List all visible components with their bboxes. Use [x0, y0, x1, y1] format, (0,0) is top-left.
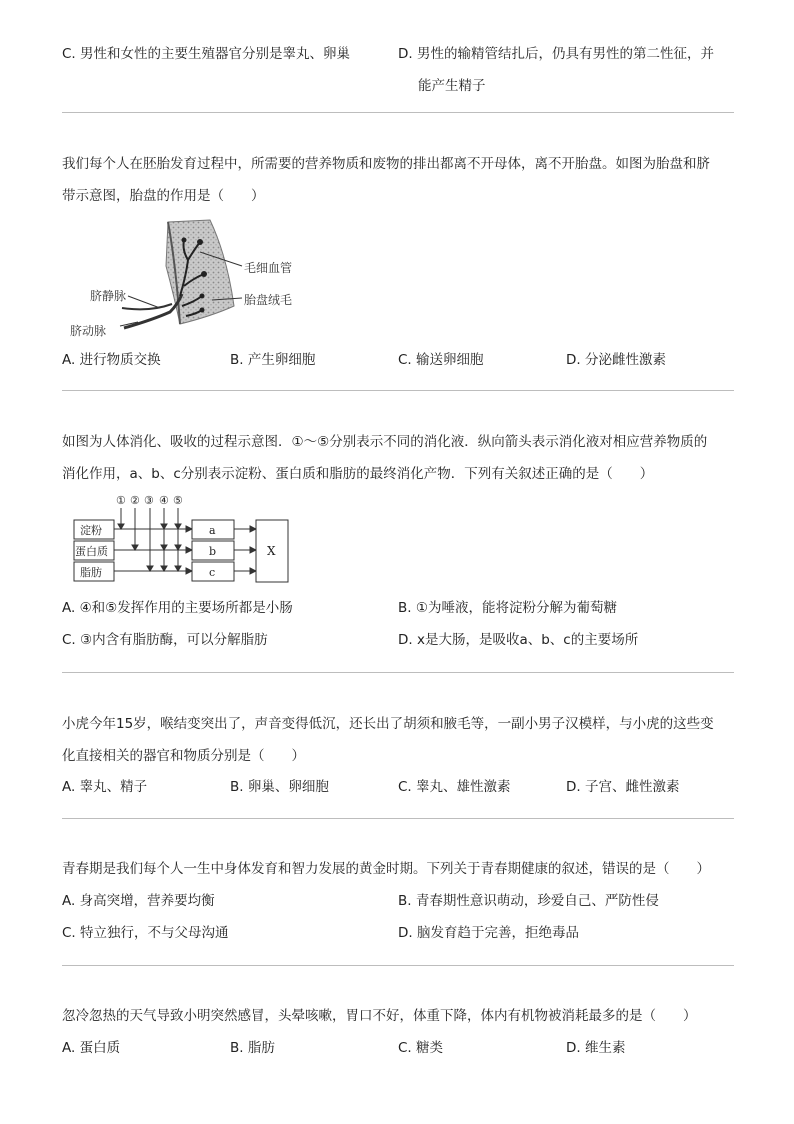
q3-option-d[interactable]: D. x是大肠，是吸收a、b、c的主要场所 [398, 632, 639, 648]
digestive-juice-2: ② [130, 494, 140, 507]
q6-option-a[interactable]: A. 蛋白质 [62, 1040, 121, 1056]
product-a: a [209, 524, 216, 537]
digestive-juice-1: ① [116, 494, 126, 507]
divider [62, 390, 734, 391]
label-umbilical-artery: 脐动脉 [70, 324, 107, 338]
q2-stem: 我们每个人在胚胎发育过程中，所需要的营养物质和废物的排出都离不开母体，离不开胎盘。如图为胎盘和脐 [62, 156, 710, 172]
q2-option-b[interactable]: B. 产生卵细胞 [230, 352, 316, 368]
divider [62, 672, 734, 673]
label-capillary: 毛细血管 [244, 261, 293, 275]
q6-option-c[interactable]: C. 糖类 [398, 1040, 444, 1056]
q2-stem-cont: 带示意图，胎盘的作用是（ ） [62, 188, 265, 204]
q4-option-b[interactable]: B. 卵巢、卵细胞 [230, 779, 329, 795]
label-umbilical-vein: 脐静脉 [90, 289, 127, 303]
q2-option-a[interactable]: A. 进行物质交换 [62, 352, 161, 368]
digestive-juice-4: ④ [159, 494, 169, 507]
q5-option-a[interactable]: A. 身高突增，营养要均衡 [62, 893, 215, 909]
organ-x: X [267, 544, 276, 558]
q2-option-d[interactable]: D. 分泌雌性激素 [566, 352, 666, 368]
q5-option-c[interactable]: C. 特立独行，不与父母沟通 [62, 925, 229, 941]
q6-option-d[interactable]: D. 维生素 [566, 1040, 626, 1056]
q5-option-d[interactable]: D. 脑发育趋于完善，拒绝毒品 [398, 925, 579, 941]
q4-option-a[interactable]: A. 睾丸、精子 [62, 779, 148, 795]
q5-stem: 青春期是我们每个人一生中身体发育和智力发展的黄金时期。下列关于青春期健康的叙述，错误的是（ ） [62, 861, 710, 877]
q4-option-c[interactable]: C. 睾丸、雄性激素 [398, 779, 511, 795]
q5-option-b[interactable]: B. 青春期性意识萌动，珍爱自己、严防性侵 [398, 893, 659, 909]
q3-stem-cont: 消化作用，a、b、c分别表示淀粉、蛋白质和脂肪的最终消化产物．下列有关叙述正确的是（ ） [62, 466, 654, 482]
q6-stem: 忽冷忽热的天气导致小明突然感冒，头晕咳嗽，胃口不好，体重下降，体内有机物被消耗最多的是（ ） [62, 1008, 697, 1024]
digestive-juice-5: ⑤ [173, 494, 183, 507]
q3-option-b[interactable]: B. ①为唾液，能将淀粉分解为葡萄糖 [398, 600, 617, 616]
q1-option-c[interactable]: C. 男性和女性的主要生殖器官分别是睾丸、卵巢 [62, 46, 351, 62]
q3-stem: 如图为人体消化、吸收的过程示意图．①～⑤分别表示不同的消化液．纵向箭头表示消化液对相应营养物质的 [62, 434, 708, 450]
divider [62, 112, 734, 113]
label-placental-villi: 胎盘绒毛 [244, 293, 293, 307]
product-c: c [209, 566, 216, 579]
q4-option-d[interactable]: D. 子宫、雌性激素 [566, 779, 680, 795]
nutrient-protein: 蛋白质 [75, 545, 108, 558]
q6-option-b[interactable]: B. 脂肪 [230, 1040, 275, 1056]
divider [62, 818, 734, 819]
q1-option-d-cont: 能产生精子 [418, 78, 486, 94]
digestive-juice-3: ③ [144, 494, 154, 507]
q1-option-d[interactable]: D. 男性的输精管结扎后，仍具有男性的第二性征，并 [398, 46, 714, 62]
placenta-diagram [62, 216, 312, 346]
divider [62, 965, 734, 966]
q3-option-c[interactable]: C. ③内含有脂肪酶，可以分解脂肪 [62, 632, 268, 648]
q4-stem-cont: 化直接相关的器官和物质分别是（ ） [62, 748, 305, 764]
q3-option-a[interactable]: A. ④和⑤发挥作用的主要场所都是小肠 [62, 600, 293, 616]
nutrient-starch: 淀粉 [80, 524, 102, 537]
nutrient-fat: 脂肪 [80, 566, 102, 579]
q4-stem: 小虎今年15岁，喉结变突出了，声音变得低沉，还长出了胡须和腋毛等，一副小男子汉模样，与小虎的这些变 [62, 716, 714, 732]
q2-option-c[interactable]: C. 输送卵细胞 [398, 352, 484, 368]
product-b: b [209, 545, 217, 558]
digestion-diagram [70, 490, 310, 585]
